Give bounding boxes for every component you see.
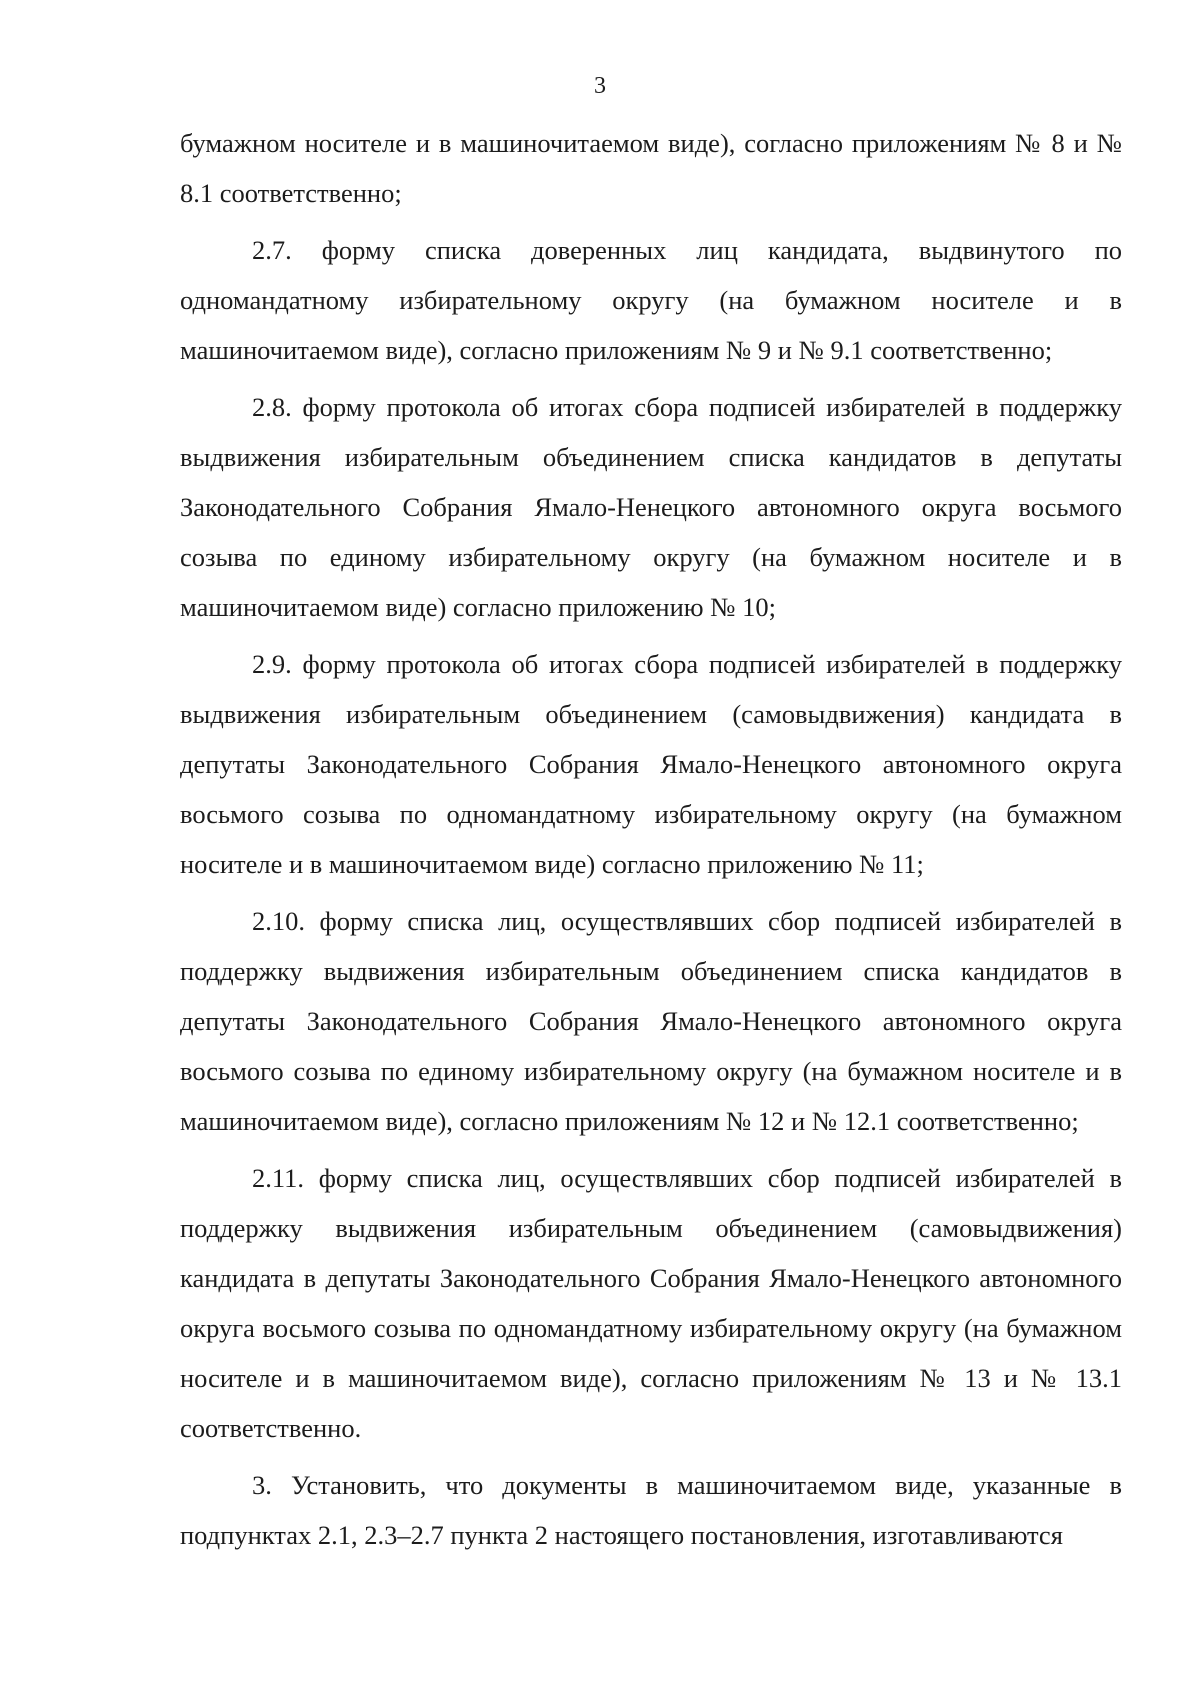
paragraph-2-8: 2.8. форму протокола об итогах сбора подписей избирателей в поддержку выдвижения избирательным объединением списка кандидатов в депутаты Законодательного Собрания Ямало-Ненецкого автономного округа восьмого созыва по единому избирательному округу (на бумажном носителе и в машиночитаемом виде) согласно приложению № 10; (180, 392, 1122, 622)
paragraph-2-9: 2.9. форму протокола об итогах сбора подписей избирателей в поддержку выдвижения избирательным объединением (самовыдвижения) кандидата в депутаты Законодательного Собрания Ямало-Ненецкого автономного округа восьмого созыва по одномандатному избирательному округу (на бумажном носителе и в машиночитаемом виде) согласно приложению № 11; (180, 649, 1122, 879)
paragraph-2-10: 2.10. форму списка лиц, осуществлявших сбор подписей избирателей в поддержку выдвижения избирательным объединением списка кандидатов в депутаты Законодательного Собрания Ямало-Ненецкого автономного округа восьмого созыва по единому избирательному округу (на бумажном носителе и в машиночитаемом виде), согласно приложениям № 12 и № 12.1 соответственно; (180, 906, 1122, 1136)
document-body (180, 118, 1122, 1567)
paragraph-3: 3. Установить, что документы в машиночитаемом виде, указанные в подпунктах 2.1, 2.3–2.7 пункта 2 настоящего постановления, изготавливаются (180, 1470, 1122, 1550)
paragraph-continuation: бумажном носителе и в машиночитаемом виде), согласно приложениям № 8 и № 8.1 соответственно; (180, 128, 1122, 208)
paragraph-2-7: 2.7. форму списка доверенных лиц кандидата, выдвинутого по одномандатному избирательному округу (на бумажном носителе и в машиночитаемом виде), согласно приложениям № 9 и № 9.1 соответственно; (180, 235, 1122, 365)
page-number: 3 (594, 73, 606, 99)
paragraph-2-11: 2.11. форму списка лиц, осуществлявших сбор подписей избирателей в поддержку выдвижения избирательным объединением (самовыдвижения) кандидата в депутаты Законодательного Собрания Ямало-Ненецкого автономного округа восьмого созыва по одномандатному избирательному округу (на бумажном носителе и в машиночитаемом виде), согласно приложениям № 13 и № 13.1 соответственно. (180, 1163, 1122, 1443)
